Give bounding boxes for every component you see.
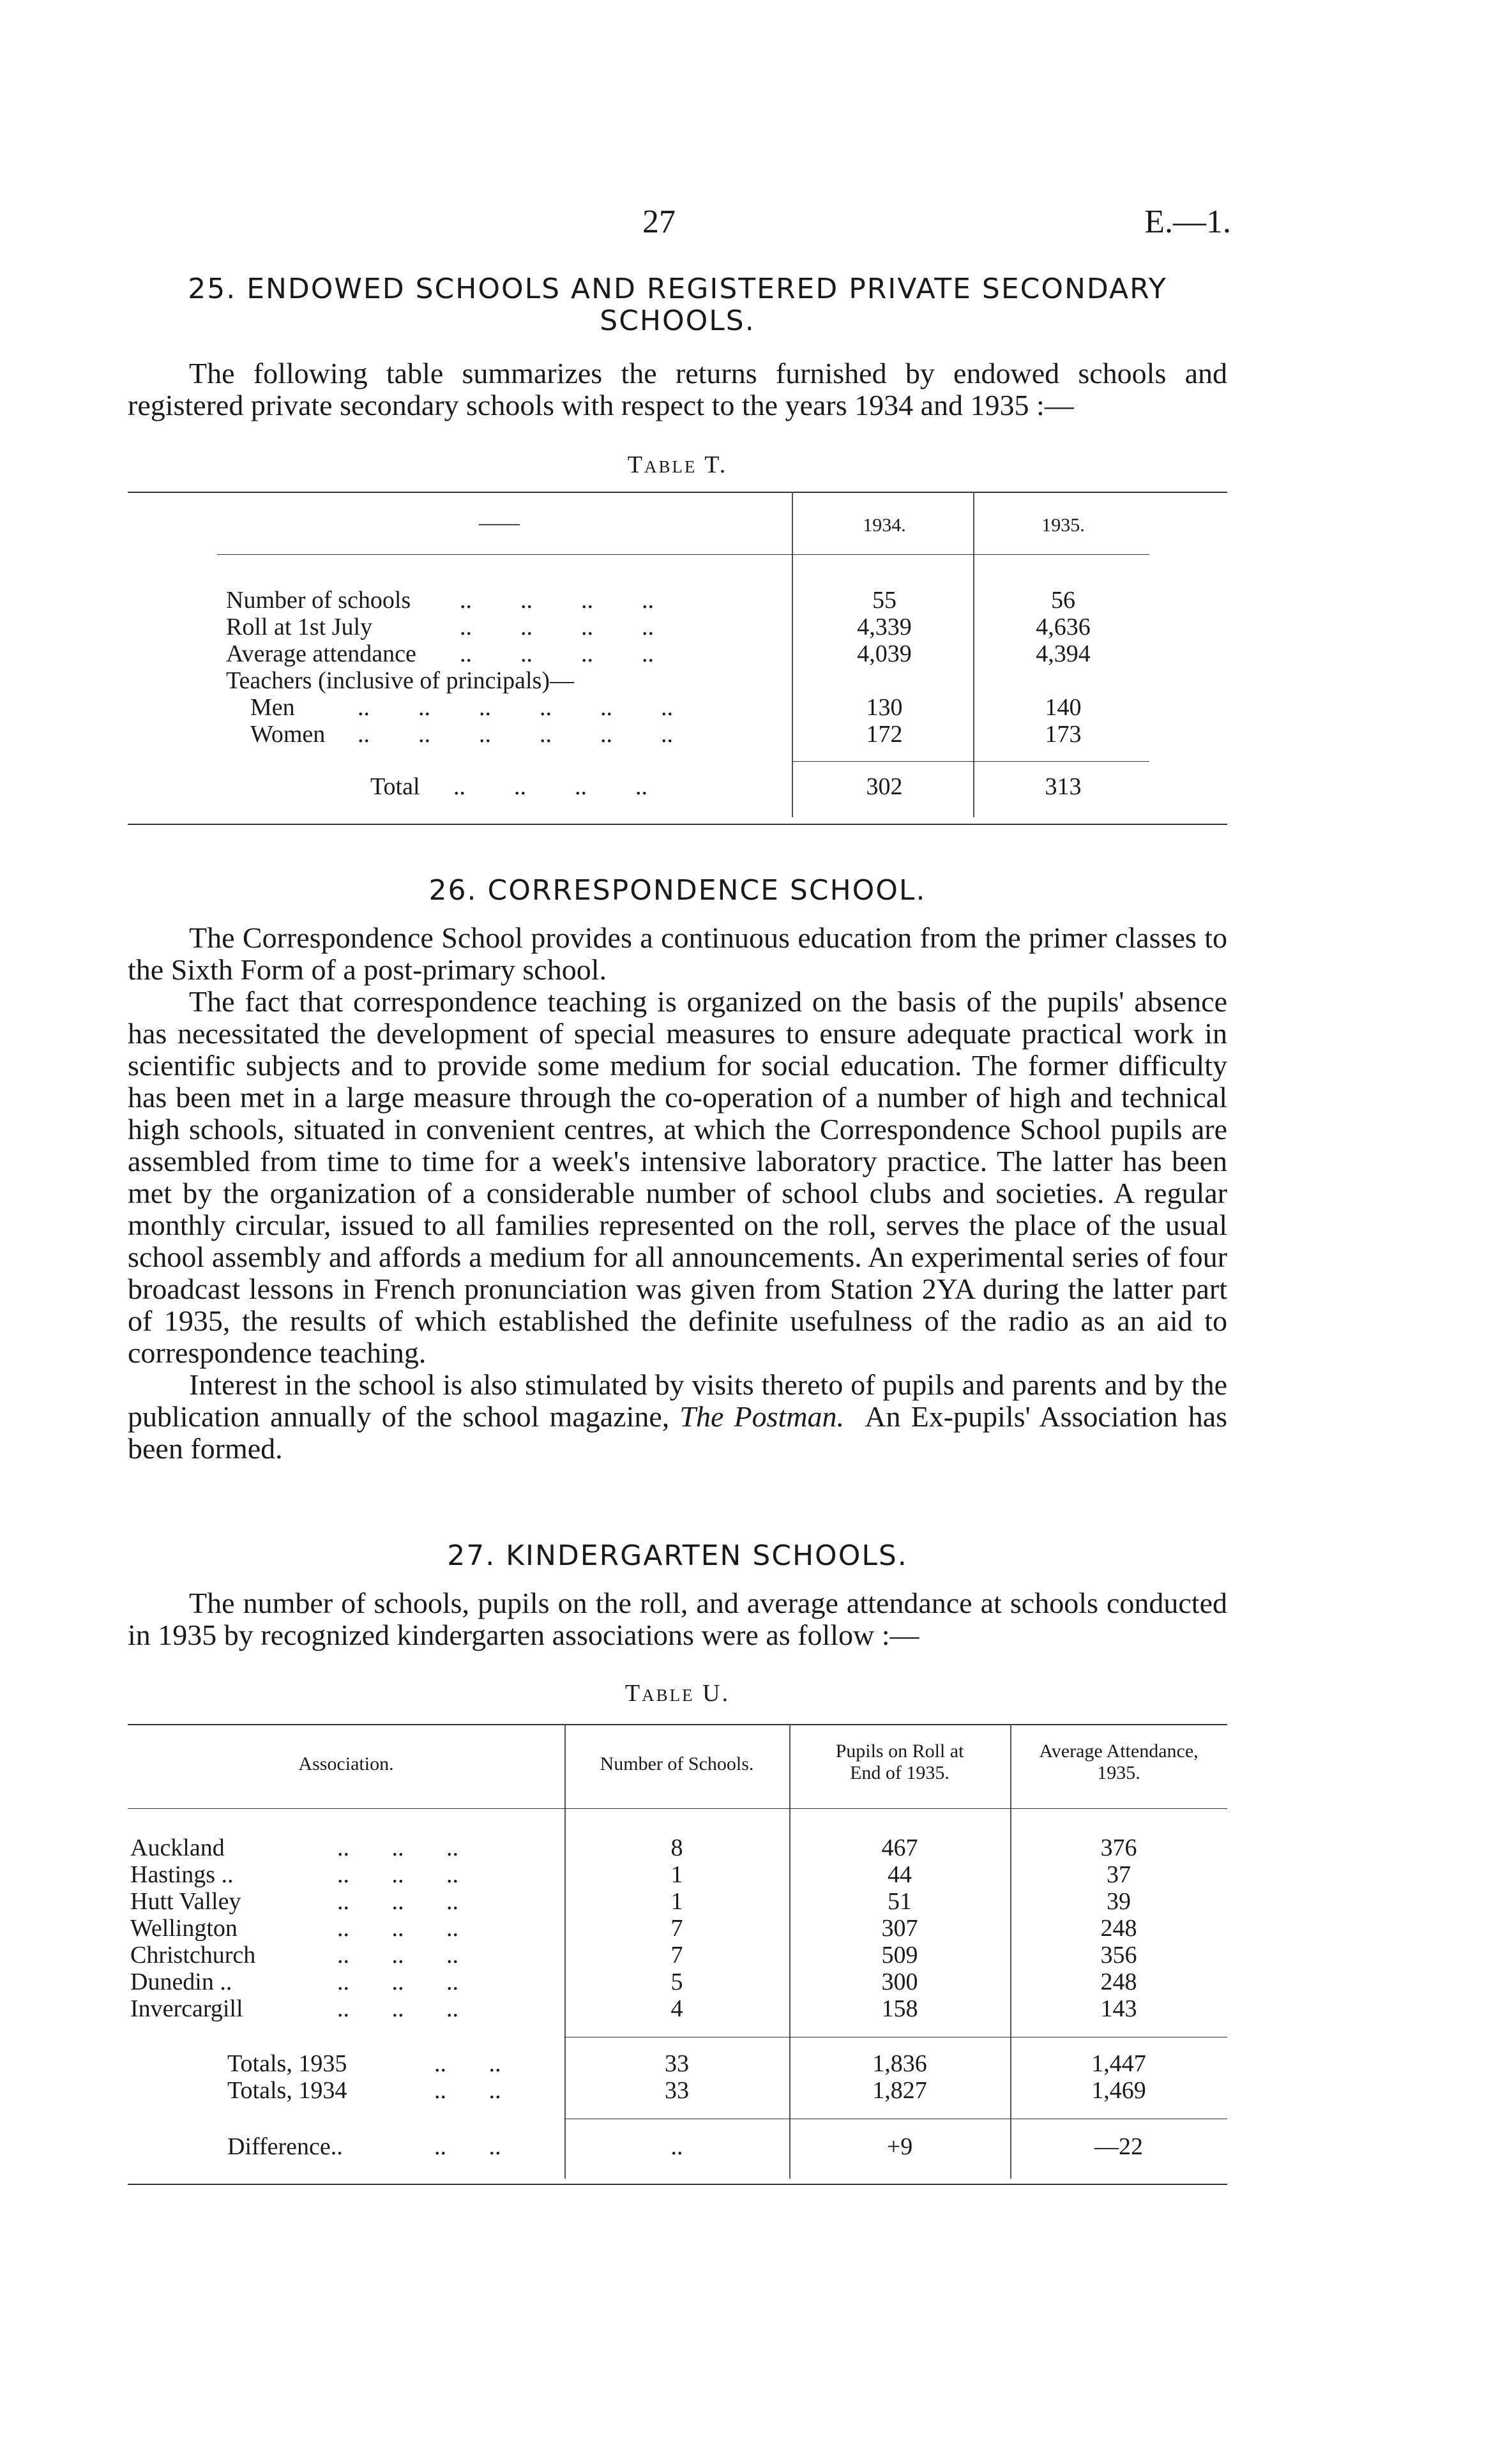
leader-dots: .. ..	[434, 2133, 501, 2160]
magazine-title: The Postman.	[679, 1400, 845, 1433]
table-u-header-pupils-line1: Pupils on Roll at	[835, 1741, 964, 1762]
section-26-heading: 26. CORRESPONDENCE SCHOOL.	[428, 874, 927, 907]
leader-dots: .. .. ..	[337, 1915, 458, 1942]
leader-dots: .. .. ..	[337, 1995, 458, 2022]
table-t-cell-1935: 173	[1045, 721, 1082, 748]
table-u-row-name: Dunedin ..	[130, 1969, 232, 1995]
table-t-cell-1935: 56	[1051, 587, 1075, 614]
table-u-cell-schools: 1	[670, 1888, 683, 1915]
table-t-header-rule	[217, 554, 1149, 555]
table-t-row-label: Number of schools	[226, 587, 411, 614]
leader-dots: .. .. ..	[337, 1942, 458, 1969]
section-26-para-3	[128, 1369, 1227, 1465]
table-u-header-schools: Number of Schools.	[600, 1753, 754, 1774]
leader-dots: .. .. ..	[337, 1888, 458, 1915]
table-t-row-label: Women	[250, 721, 326, 748]
table-u-cell-schools: 1	[670, 1861, 683, 1888]
leader-dots: .. .. .. ..	[460, 640, 654, 667]
section-27-intro	[128, 1587, 1227, 1651]
table-u-cell-pupils: 467	[881, 1834, 918, 1861]
table-u-caption: Table U.	[624, 1680, 730, 1707]
table-u-cell-schools: 5	[670, 1969, 683, 1995]
section-25-heading	[128, 273, 1227, 337]
table-u-cell-pupils: 509	[881, 1942, 918, 1969]
table-u-cell-attendance: 356	[1100, 1942, 1137, 1969]
table-t-caption: Table T.	[627, 451, 728, 478]
table-t-top-rule	[128, 492, 1227, 493]
table-u-total-attendance: 1,447	[1091, 2050, 1146, 2077]
table-u-difference-name: Difference..	[227, 2133, 343, 2160]
table-u-cell-pupils: 51	[888, 1888, 912, 1915]
table-u-cell-pupils: 158	[881, 1995, 918, 2022]
table-u-header-pupils	[789, 1741, 1010, 1784]
table-u-row-name: Auckland	[130, 1834, 225, 1861]
table-u-cell-attendance: 39	[1107, 1888, 1131, 1915]
section-26-para-3-start: Interest in the school is also stimulated by visits thereto of pupils and parents and by the publication annually of the school magazine,	[128, 1368, 1227, 1433]
section-26-para-2: The fact that correspondence teaching is organized on the basis of the pupils' absence has necessitated the development of special measures to ensure adequate practical work in scientific subjects and to provide some medium for social education. The former difficulty has been met in a large measure through the co-operation of a number of high and technical high schools, situated in convenient centres, at which the Correspondence School pupils are assembled from time to time for a week's intensive laboratory practice. The latter has been met by the organization of a considerable number of school clubs and societies. A regular monthly circular, issued to all families represented on the roll, serves the place of the usual school assembly and affords a medium for all announcements. An experimental series of four broadcast lessons in French pronunciation was given from Station 2YA during the latter part of 1935, the results of which established the definite usefulness of the radio as an aid to correspondence teaching.	[128, 985, 1227, 1369]
table-t-cell-1934: 130	[866, 694, 903, 721]
table-u-header-attendance-line1: Average Attendance,	[1039, 1741, 1199, 1762]
section-26-para-1: The Correspondence School provides a continuous education from the primer classes to the Sixth Form of a post-primary school.	[128, 921, 1227, 986]
table-t-cell-1935: 4,394	[1036, 640, 1091, 667]
table-u-cell-pupils: 300	[881, 1969, 918, 1995]
table-u-header-rule	[128, 1808, 1227, 1809]
section-25-heading-line1: 25. ENDOWED SCHOOLS AND REGISTERED PRIVATE SECONDARY	[188, 273, 1167, 305]
section-27-heading: 27. KINDERGARTEN SCHOOLS.	[447, 1539, 908, 1572]
section-25-heading-line2: SCHOOLS.	[600, 305, 755, 337]
table-u-total-attendance: 1,469	[1091, 2077, 1146, 2104]
table-t-header-blank: ——	[479, 511, 520, 534]
table-u-cell-attendance: 143	[1100, 1995, 1137, 2022]
table-u-cell-attendance: 248	[1100, 1915, 1137, 1942]
table-t-header-1934: 1934.	[863, 515, 906, 536]
table-u-total-pupils: 1,827	[872, 2077, 927, 2104]
table-u-cell-schools: 7	[670, 1942, 683, 1969]
table-t-row-label: Average attendance	[226, 640, 416, 667]
table-u-header-pupils-line2: End of 1935.	[850, 1762, 949, 1783]
table-t-divider-1	[792, 492, 793, 817]
table-u-cell-pupils: 307	[881, 1915, 918, 1942]
table-u-cell-attendance: 248	[1100, 1969, 1137, 1995]
table-u-cell-pupils: 44	[888, 1861, 912, 1888]
section-25-intro	[128, 358, 1227, 421]
section-25-intro-text: The following table summarizes the returns furnished by endowed schools and registered private secondary schools with respect to the years 1934 and 1935 :—	[128, 357, 1227, 421]
leader-dots: .. ..	[434, 2077, 501, 2104]
table-t-cell-1934: 172	[866, 721, 903, 748]
table-t-row-label: Teachers (inclusive of principals)—	[226, 667, 574, 694]
table-t-total-1934: 302	[866, 773, 903, 800]
table-t-subtotal-rule	[792, 761, 1149, 762]
table-t-cell-1934: 55	[872, 587, 897, 614]
leader-dots: .. .. .. ..	[460, 614, 654, 640]
table-t-row-label: Men	[250, 694, 295, 721]
table-u-total-schools: 33	[665, 2077, 689, 2104]
table-u-header-association: Association.	[298, 1753, 394, 1774]
table-u-header-attendance	[1010, 1741, 1227, 1784]
section-26-body	[128, 922, 1227, 1465]
table-u-row-name: Hutt Valley	[130, 1888, 241, 1915]
table-u-row-name: Hastings ..	[130, 1861, 234, 1888]
page-reference: E.—1.	[1144, 204, 1231, 240]
table-t-divider-2	[973, 492, 974, 817]
leader-dots: .. .. ..	[337, 1861, 458, 1888]
page-number: 27	[642, 204, 676, 240]
section-27-intro-text: The number of schools, pupils on the roll, and average attendance at schools conducted in 1935 by recognized kindergarten associations were as follow :—	[128, 1587, 1227, 1651]
table-t-cell-1934: 4,339	[857, 614, 912, 640]
table-u-row-name: Invercargill	[130, 1995, 243, 2022]
table-t-header-1935: 1935.	[1041, 515, 1085, 536]
table-u-difference-attendance: —22	[1094, 2133, 1143, 2160]
table-u-cell-attendance: 37	[1107, 1861, 1131, 1888]
leader-dots: .. .. ..	[337, 1969, 458, 1995]
section-26-para-3-end: An Ex-pupils' Association has been formed.	[128, 1400, 1228, 1465]
table-u-total-name: Totals, 1934	[227, 2077, 347, 2104]
table-u-cell-schools: 4	[670, 1995, 683, 2022]
leader-dots: .. .. .. .. .. ..	[358, 694, 673, 721]
table-u-bottom-rule	[128, 2184, 1227, 2185]
table-u-row-name: Christchurch	[130, 1942, 256, 1969]
table-u-header-attendance-line2: 1935.	[1097, 1762, 1140, 1783]
table-t-total-label: Total	[370, 773, 420, 800]
table-u-cell-attendance: 376	[1100, 1834, 1137, 1861]
table-u-total-schools: 33	[665, 2050, 689, 2077]
table-t-row-label: Roll at 1st July	[226, 614, 373, 640]
table-u-total-pupils: 1,836	[872, 2050, 927, 2077]
table-t-cell-1935: 4,636	[1036, 614, 1091, 640]
table-u-top-rule	[128, 1724, 1227, 1725]
leader-dots: .. ..	[434, 2050, 501, 2077]
leader-dots: .. .. .. .. .. ..	[358, 721, 673, 748]
table-u-difference-schools: ..	[670, 2133, 683, 2160]
table-u-total-name: Totals, 1935	[227, 2050, 347, 2077]
table-t-cell-1934: 4,039	[857, 640, 912, 667]
leader-dots: .. .. .. ..	[460, 587, 654, 614]
leader-dots: .. .. ..	[337, 1834, 458, 1861]
table-u-cell-schools: 8	[670, 1834, 683, 1861]
table-u-difference-pupils: +9	[886, 2133, 913, 2160]
leader-dots: .. .. .. ..	[453, 773, 647, 800]
table-t-cell-1935: 140	[1045, 694, 1082, 721]
table-t-bottom-rule	[128, 824, 1227, 825]
table-t-total-1935: 313	[1045, 773, 1082, 800]
table-u-row-name: Wellington	[130, 1915, 238, 1942]
table-u-cell-schools: 7	[670, 1915, 683, 1942]
